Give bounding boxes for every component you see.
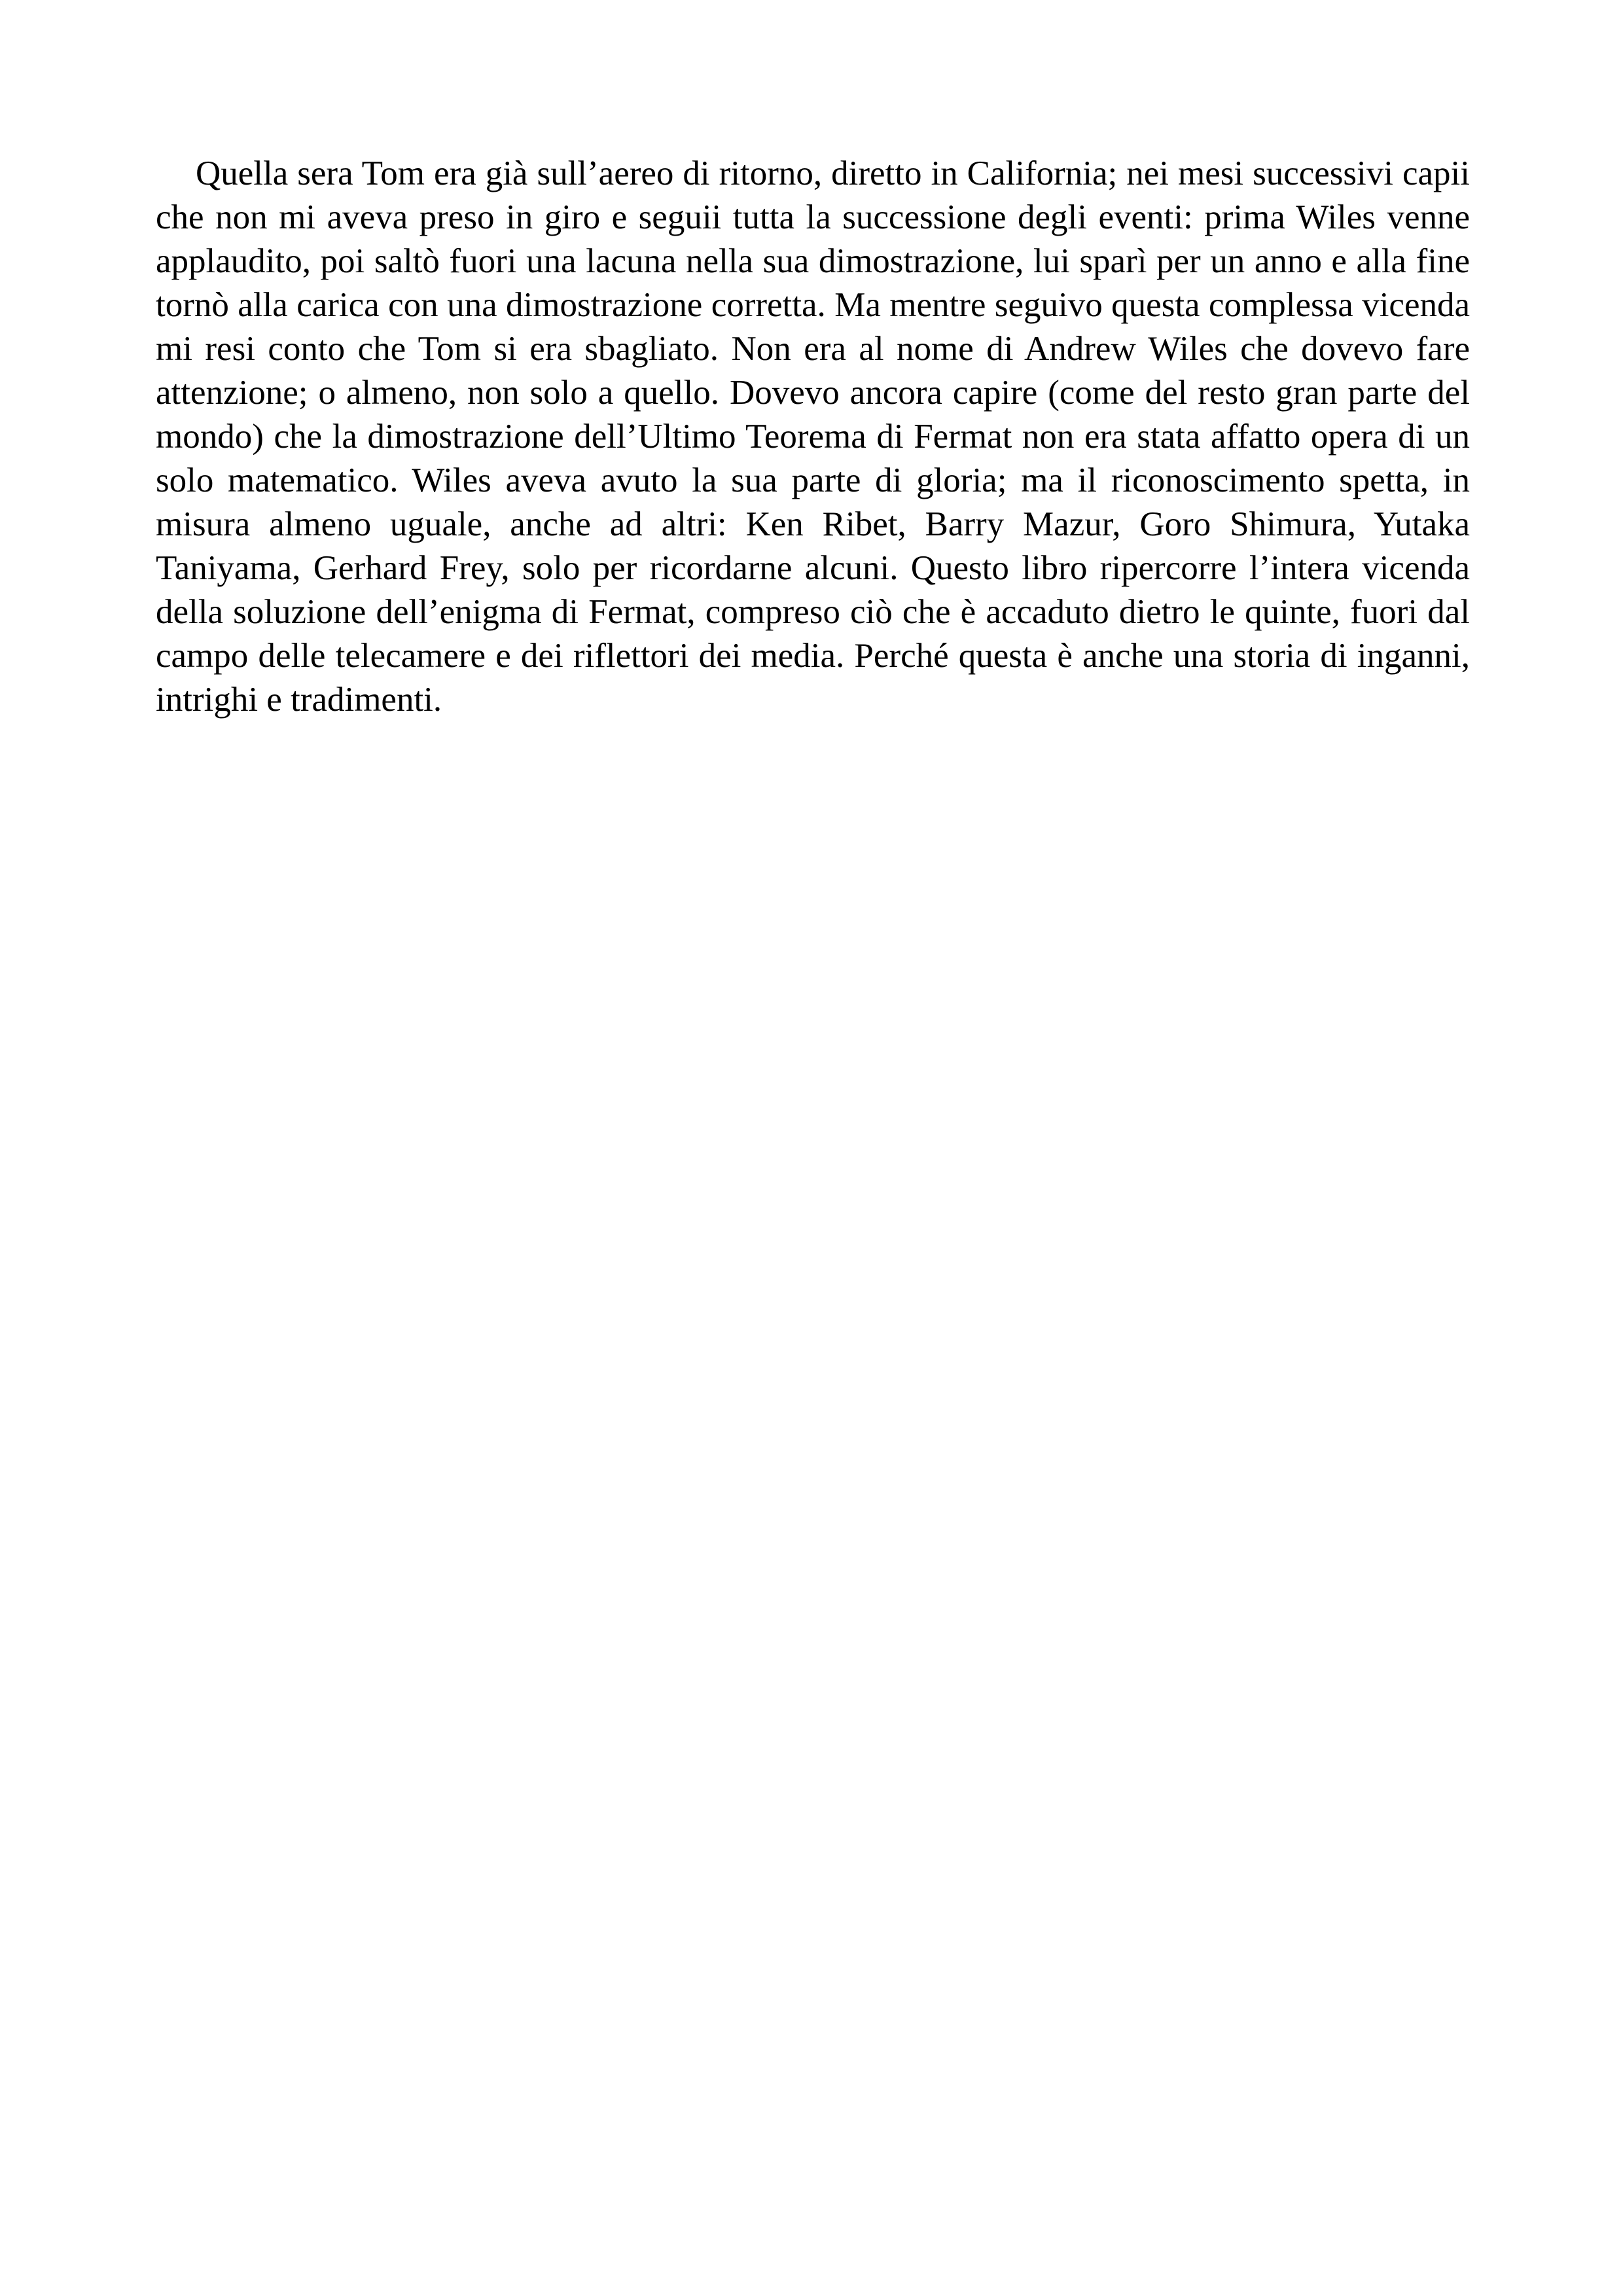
body-paragraph: Quella sera Tom era già sull’aereo di ritorno, diretto in California; nei mesi successivi capii che non mi aveva preso in giro e seguii tutta la successione degli eventi: prima Wiles venne applaudito, poi saltò fuori una lacuna nella sua dimostrazione, lui sparì per un anno e alla fine tornò alla carica con una dimostrazione corretta. Ma mentre seguivo questa complessa vicenda mi resi conto che Tom si era sbagliato. Non era al nome di Andrew Wiles che dovevo fare attenzione; o almeno, non solo a quello. Dovevo ancora capire (come del resto gran parte del mondo) che la dimostrazione dell’Ultimo Teorema di Fermat non era stata affatto opera di un solo matematico. Wiles aveva avuto la sua parte di gloria; ma il riconoscimento spetta, in misura almeno uguale, anche ad altri: Ken Ribet, Barry Mazur, Goro Shimura, Yutaka Taniyama, Gerhard Frey, solo per ricordarne alcuni. Questo libro ripercorre l’intera vicenda della soluzione dell’enigma di Fermat, compreso ciò che è accaduto dietro le quinte, fuori dal campo delle telecamere e dei riflettori dei media. Perché questa è anche una storia di inganni, intrighi e tradimenti. [156,154,1470,719]
